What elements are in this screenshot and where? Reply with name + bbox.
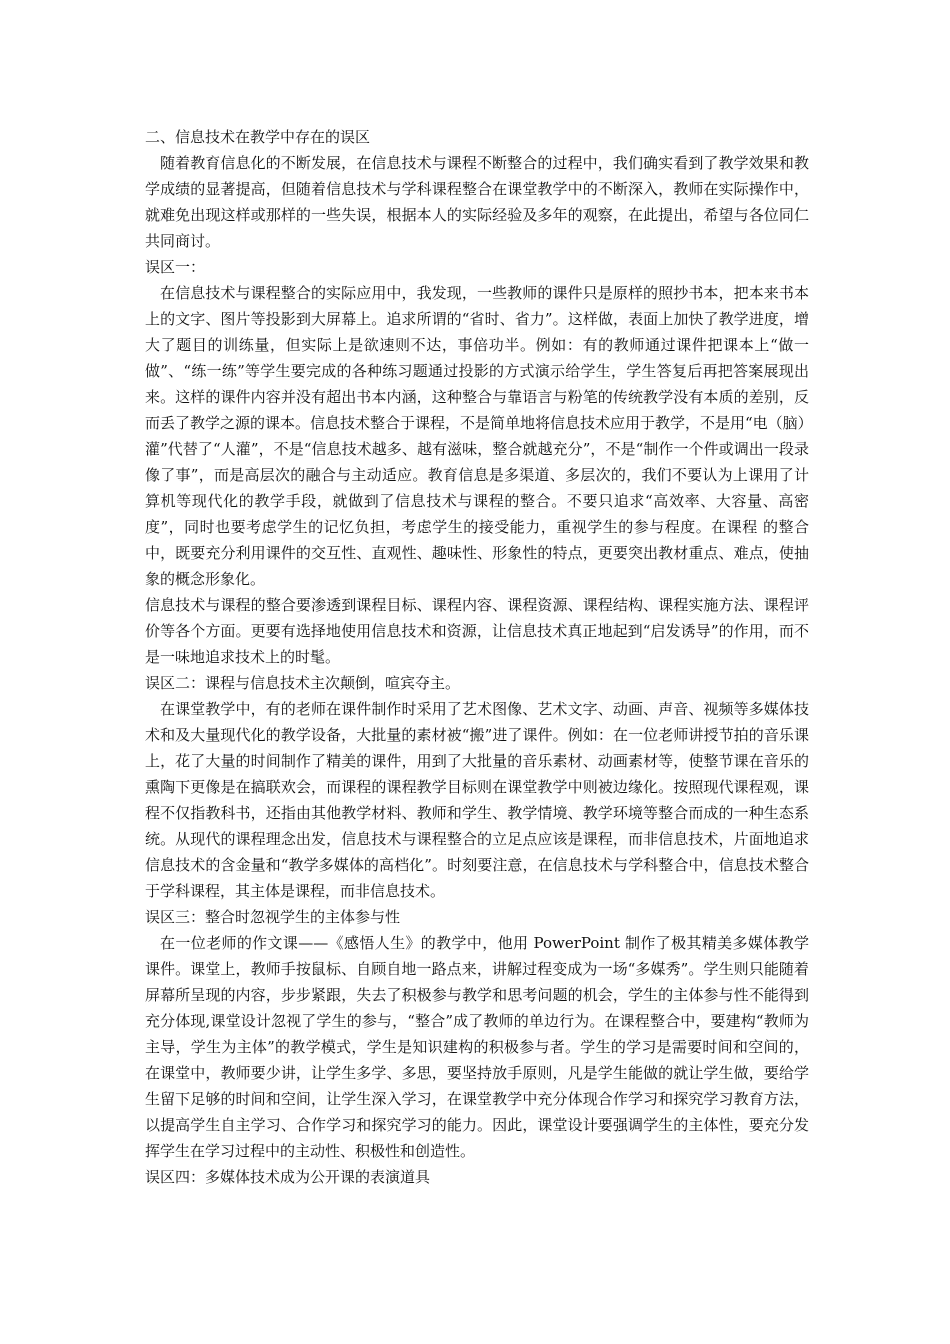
- myth1-paragraph-3: 信息技术与课程的整合要渗透到课程目标、课程内容、课程资源、课程结构、课程实施方法、课程评价等各个方面。更要有选择地使用信息技术和资源，让信息技术真正地起到“启发诱导”的作用，而不是一味地追求技术上的时髦。: [145, 596, 809, 666]
- myth2-heading: 误区二：课程与信息技术主次颠倒，喧宾夺主。: [145, 674, 461, 692]
- myth2-paragraph: 在课堂教学中，有的老师在课件制作时采用了艺术图像、艺术文字、动画、声音、视频等多媒体技术和及大量现代化的教学设备，大批量的素材被“搬”进了课件。例如：在一位老师讲授节拍的音乐课上，花了大量的时间制作了精美的课件，用到了大批量的音乐素材、动画素材等，使整节课在音乐的熏陶下更像是在搞联欢会，而课程的课程教学目标则在课堂教学中则被边缘化。按照现代课程观，课程不仅指教科书，还指由其他教学材料、教师和学生、教学情境、教学环境等整合而成的一种生态系统。从现代的课程理念出发，信息技术与课程整合的立足点应该是课程，而非信息技术，片面地追求信息技术的含金量和“教学多媒体的高档化”。时刻要注意，在信息技术与学科整合中，信息技术整合于学科课程，其主体是课程，而非信息技术。: [145, 700, 809, 900]
- myth1-heading: 误区一：: [145, 258, 206, 276]
- myth3-heading: 误区三：整合时忽视学生的主体参与性: [145, 908, 401, 926]
- intro-paragraph: 随着教育信息化的不断发展，在信息技术与课程不断整合的过程中，我们确实看到了教学效果和教学成绩的显著提高，但随着信息技术与学科课程整合在课堂教学中的不断深入，教师在实际操作中，就难免出现这样或那样的一些失误，根据本人的实际经验及多年的观察，在此提出，希望与各位同仁共同商讨。: [145, 154, 809, 250]
- section-heading: 二、信息技术在教学中存在的误区: [145, 128, 371, 146]
- myth1-paragraph-1: 在信息技术与课程整合的实际应用中，我发现，一些教师的课件只是原样的照抄书本，把本来书本上的文字、图片等投影到大屏幕上。追求所谓的“省时、省力”。这样做，表面上加快了教学进度，增大了题目的训练量，但实际上是欲速则不达，事倍功半。例如：有的教师通过课件把课本上“做一做”、“练一练”等学生要完成的各种练习题通过投影的方式演示给学生，学生答复后再把答案展现出来。这样的课件内容并没有超出书本内涵，这种整合与靠语言与粉笔的传统教学没有本质的差别，反而丢了教学之源的课本。信息技术整合于课程，不是简单地将信息技术应用于教学，不是用“电（脑）: [145, 284, 813, 432]
- myth1-paragraph-2: 灌”代替了“人灌”，不是“信息技术越多、越有滋味，整合就越充分”，不是“制作一个件或调出一段录像了事”，而是高层次的融合与主动适应。教育信息是多渠道、多层次的，我们不要认为上课用了计算机等现代化的教学手段，就做到了信息技术与课程的整合。不要只追求“高效率、大容量、高密度”，同时也要考虑学生的记忆负担，考虑学生的接受能力，重视学生的参与程度。在课程 的整合中，既要充分利用课件的交互性、直观性、趣味性、形象性的特点，更要突出教材重点、难点，使抽象的概念形象化。: [145, 440, 809, 588]
- document-body: [145, 124, 813, 1190]
- myth3-paragraph: 在一位老师的作文课——《感悟人生》的教学中，他用 PowerPoint 制作了极其精美多媒体教学课件。课堂上，教师手按鼠标、自顾自地一路点来，讲解过程变成为一场“多媒秀”。学生则只能随着屏幕所呈现的内容，步步紧跟，失去了积极参与教学和思考问题的机会，学生的主体参与性不能得到充分体现,课堂设计忽视了学生的参与，“整合”成了教师的单边行为。在课程整合中，要建构“教师为主导，学生为主体”的教学模式，学生是知识建构的积极参与者。学生的学习是需要时间和空间的，在课堂中，教师要少讲，让学生多学、多思，要坚持放手原则，凡是学生能做的就让学生做，要给学生留下足够的时间和空间，让学生深入学习，在课堂教学中充分体现合作学习和探究学习教育方法，以提高学生自主学习、合作学习和探究学习的能力。因此，课堂设计要强调学生的主体性，要充分发挥学生在学习过程中的主动性、积极性和创造性。: [145, 934, 809, 1160]
- myth4-heading: 误区四：多媒体技术成为公开课的表演道具: [145, 1168, 431, 1186]
